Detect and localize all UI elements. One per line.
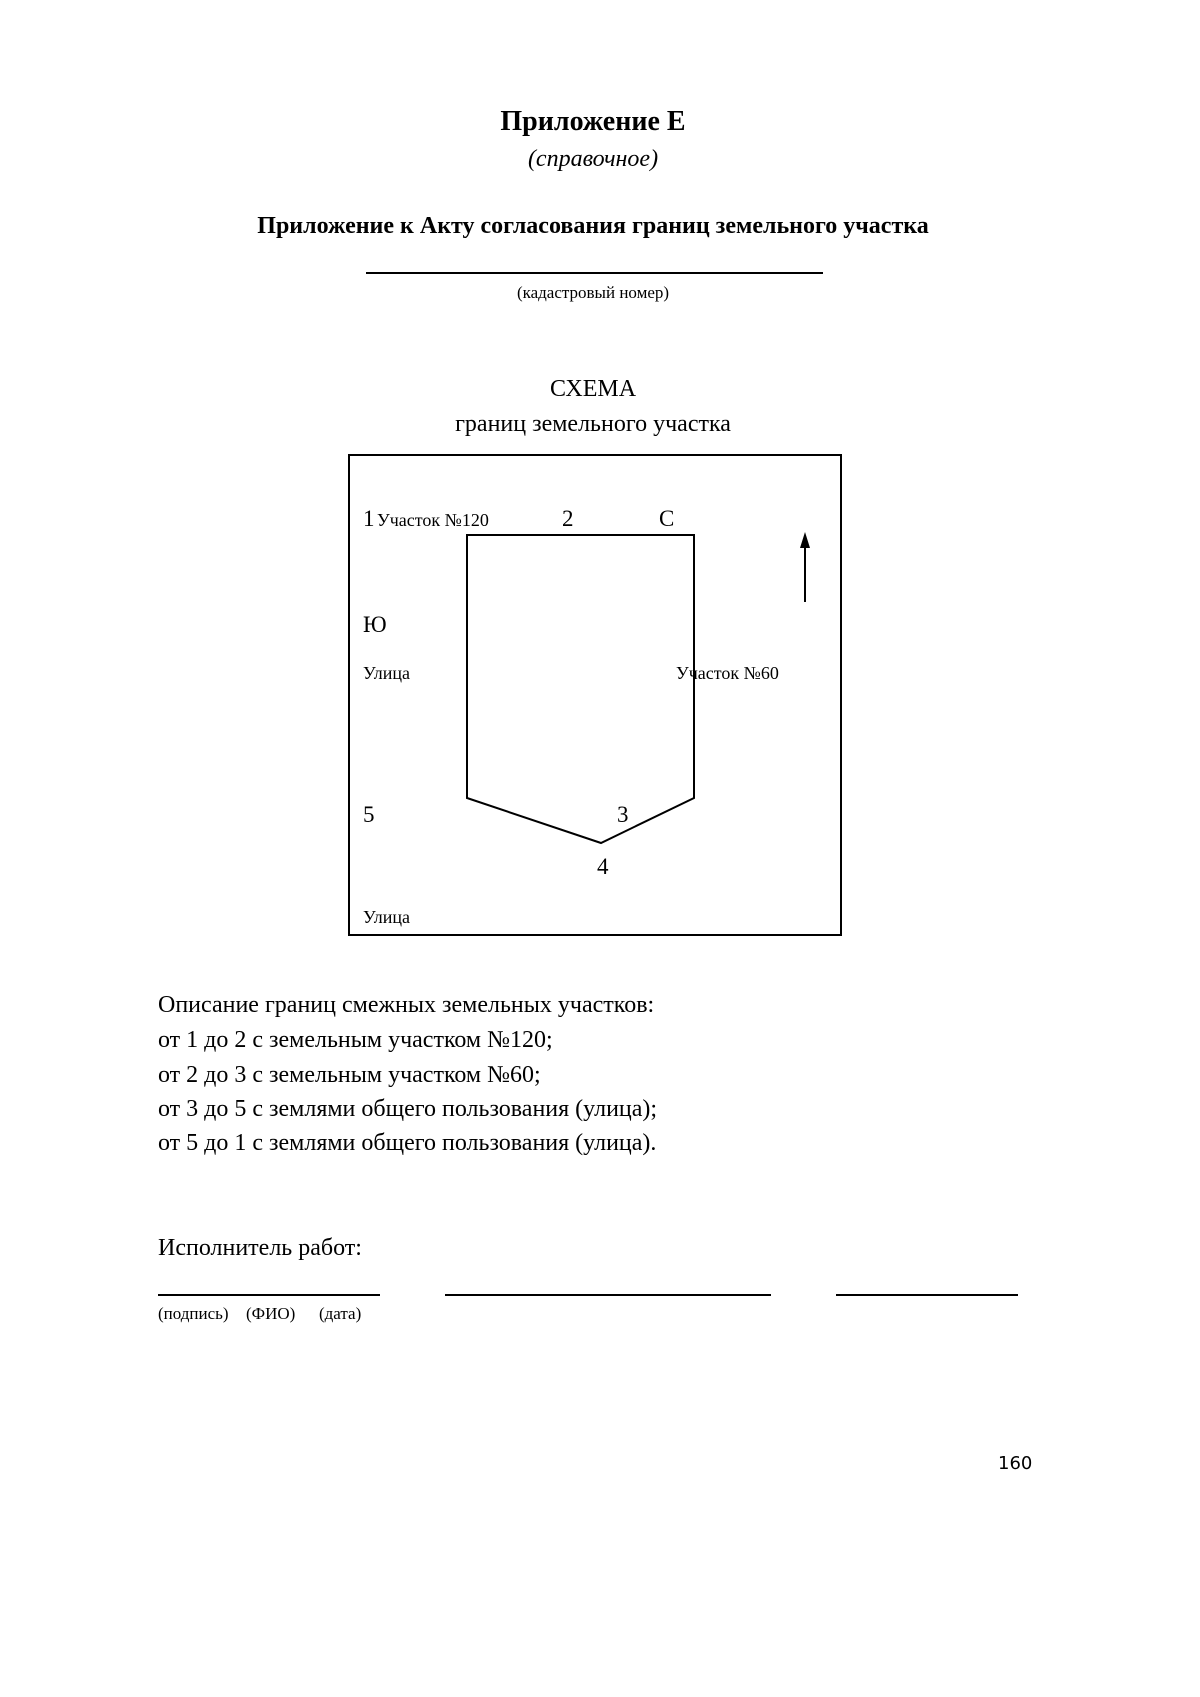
neighbor-top-label: Участок №120	[377, 510, 489, 530]
description-line: от 2 до 3 с земельным участком №60;	[158, 1062, 541, 1089]
signature-caption: (подпись)	[158, 1304, 229, 1324]
page-number: 160	[998, 1453, 1032, 1474]
description-heading: Описание границ смежных земельных участков:	[158, 992, 654, 1019]
point-4-label: 4	[597, 854, 609, 879]
signature-blank	[158, 1294, 380, 1296]
full-name-blank	[445, 1294, 771, 1296]
point-5-label: 5	[363, 802, 375, 827]
appendix-title: Приложение Е	[38, 106, 1148, 138]
point-2-label: 2	[562, 506, 574, 531]
scheme-title: СХЕМА	[38, 376, 1148, 403]
scheme-subtitle: границ земельного участка	[38, 411, 1148, 438]
neighbor-right-label: Участок №60	[676, 663, 779, 683]
compass-south-label: Ю	[363, 612, 387, 637]
description-line: от 3 до 5 с землями общего пользования (улица);	[158, 1096, 657, 1123]
neighbor-bottom-label: Улица	[363, 907, 410, 927]
scheme-drawing	[0, 0, 1110, 1569]
signature-label: Исполнитель работ:	[158, 1235, 362, 1262]
cadastral-caption: (кадастровый номер)	[38, 283, 1148, 303]
description-line: от 1 до 2 с земельным участком №120;	[158, 1027, 553, 1054]
document-title: Приложение к Акту согласования границ земельного участка	[38, 213, 1148, 240]
land-plot-boundary	[467, 535, 694, 843]
north-arrow-icon	[800, 532, 810, 548]
point-1-label: 1	[363, 506, 375, 531]
appendix-note: (справочное)	[38, 146, 1148, 173]
date-caption: (дата)	[319, 1304, 361, 1324]
neighbor-left-label: Улица	[363, 663, 410, 683]
full-name-caption: (ФИО)	[246, 1304, 295, 1324]
point-3-label: 3	[617, 802, 629, 827]
compass-north-label: С	[659, 506, 674, 531]
description-line: от 5 до 1 с землями общего пользования (улица).	[158, 1130, 656, 1157]
date-blank	[836, 1294, 1018, 1296]
